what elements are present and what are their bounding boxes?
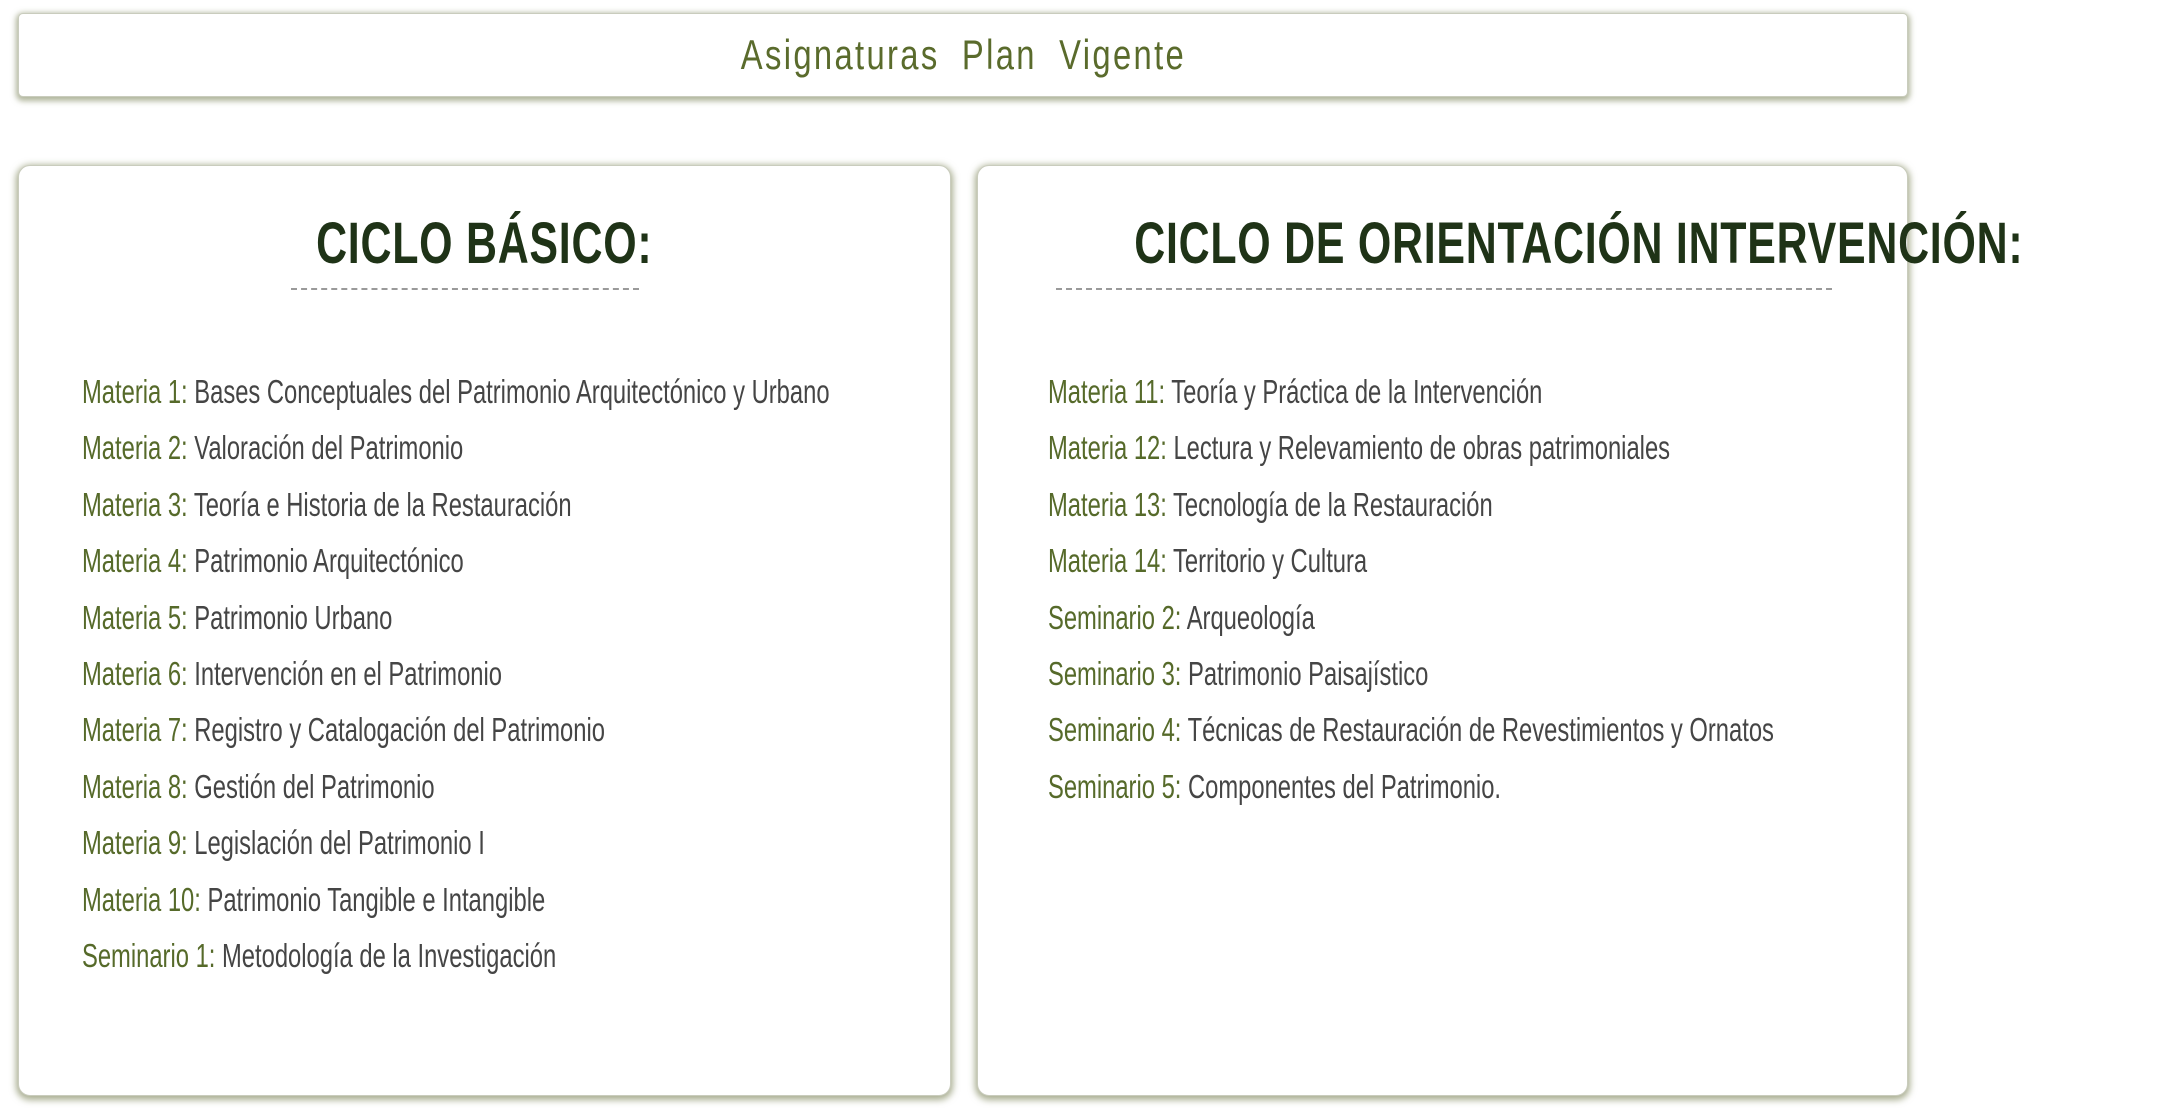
ciclo-orientacion-heading-wrap xyxy=(978,210,2024,277)
subject-name: Territorio y Cultura xyxy=(1173,542,1368,580)
ciclo-basico-heading: CICLO BÁSICO: xyxy=(316,211,653,276)
subject-item xyxy=(1048,646,1774,702)
subject-item xyxy=(82,815,830,871)
subject-item xyxy=(82,477,830,533)
heading-divider xyxy=(1056,288,1832,290)
subject-code: Seminario 2: xyxy=(1048,598,1182,636)
ciclo-basico-heading-wrap xyxy=(19,210,950,277)
subject-name: Intervención en el Patrimonio xyxy=(194,654,502,692)
subject-item xyxy=(1048,702,1774,758)
subject-name: Lectura y Relevamiento de obras patrimoniales xyxy=(1173,429,1671,467)
subject-name: Patrimonio Paisajístico xyxy=(1187,654,1429,692)
subject-name: Teoría y Práctica de la Intervención xyxy=(1171,373,1543,410)
subject-name: Teoría e Historia de la Restauración xyxy=(193,485,572,523)
subject-name: Patrimonio Tangible e Intangible xyxy=(207,880,546,918)
subject-code: Materia 7: xyxy=(82,711,188,749)
subject-code: Materia 13: xyxy=(1048,485,1167,523)
subject-code: Materia 12: xyxy=(1048,429,1167,467)
subject-name: Tecnología de la Restauración xyxy=(1173,485,1493,523)
subject-code: Seminario 4: xyxy=(1048,711,1182,749)
subject-name: Valoración del Patrimonio xyxy=(194,429,464,467)
subject-item xyxy=(1048,533,1774,589)
subject-code: Seminario 3: xyxy=(1048,654,1182,692)
subject-code: Materia 8: xyxy=(82,767,188,805)
subject-code: Materia 6: xyxy=(82,654,188,692)
subject-name: Metodología de la Investigación xyxy=(221,936,557,974)
subject-name: Legislación del Patrimonio I xyxy=(194,824,485,862)
subject-code: Materia 1: xyxy=(82,373,188,410)
subject-item xyxy=(82,533,830,589)
subject-item xyxy=(82,364,830,420)
subject-item xyxy=(1048,420,1774,476)
subject-name: Arqueología xyxy=(1186,598,1315,636)
subject-name: Componentes del Patrimonio. xyxy=(1187,767,1502,805)
subject-item xyxy=(1048,759,1774,815)
subject-item xyxy=(1048,477,1774,533)
ciclo-orientacion-heading: CICLO DE ORIENTACIÓN INTERVENCIÓN: xyxy=(1134,211,2024,276)
subject-name: Gestión del Patrimonio xyxy=(194,767,435,805)
subject-code: Materia 4: xyxy=(82,542,188,580)
subject-code: Materia 9: xyxy=(82,824,188,862)
subject-code: Materia 11: xyxy=(1048,373,1166,410)
subject-code: Materia 2: xyxy=(82,429,188,467)
subject-item xyxy=(1048,590,1774,646)
subject-item xyxy=(82,759,830,815)
subject-item xyxy=(82,590,830,646)
subject-code: Materia 10: xyxy=(82,880,201,918)
subject-item xyxy=(82,646,830,702)
page-title-bar xyxy=(18,13,1908,97)
subject-name: Bases Conceptuales del Patrimonio Arquitectónico y Urbano xyxy=(194,373,830,410)
ciclo-basico-subject-list xyxy=(82,364,1120,984)
subject-name: Registro y Catalogación del Patrimonio xyxy=(194,711,605,749)
subject-code: Materia 5: xyxy=(82,598,188,636)
ciclo-basico-panel xyxy=(18,165,951,1096)
heading-divider xyxy=(291,288,639,290)
subject-name: Técnicas de Restauración de Revestimientos y Ornatos xyxy=(1187,711,1774,749)
ciclo-orientacion-panel xyxy=(977,165,2024,1096)
subject-item xyxy=(1048,364,1774,420)
ciclo-orientacion-subject-list xyxy=(1048,364,2056,815)
page-title: Asignaturas Plan Vigente xyxy=(740,31,1186,78)
subject-name: Patrimonio Urbano xyxy=(194,598,393,636)
subject-code: Seminario 5: xyxy=(1048,767,1182,805)
subject-code: Materia 14: xyxy=(1048,542,1167,580)
subject-item xyxy=(82,928,830,984)
subject-code: Materia 3: xyxy=(82,485,188,523)
subject-code: Seminario 1: xyxy=(82,936,216,974)
subject-item xyxy=(82,420,830,476)
subject-item xyxy=(82,872,830,928)
subject-item xyxy=(82,702,830,758)
subject-name: Patrimonio Arquitectónico xyxy=(194,542,464,580)
